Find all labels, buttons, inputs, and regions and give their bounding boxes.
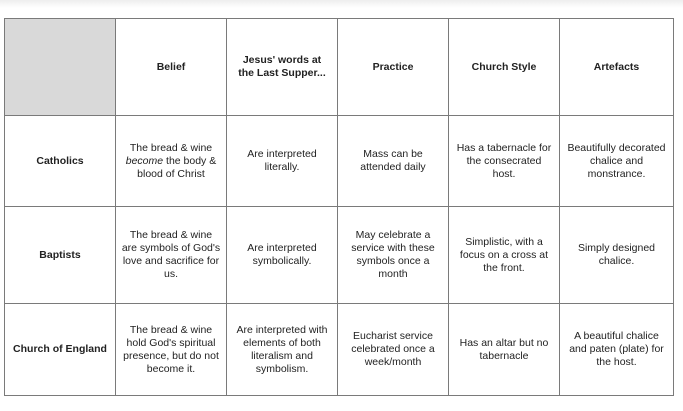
cell-style <box>449 116 560 207</box>
header-row <box>5 19 674 116</box>
cell-text: Has an altar but no tabernacle <box>459 336 549 362</box>
column-header-practice: Practice <box>338 19 449 116</box>
column-header-church-style: Church Style <box>449 19 560 116</box>
cell-text: Are interpreted with elements of both literalism and symbolism. <box>236 323 328 375</box>
cell-artefacts <box>560 304 674 396</box>
cell-belief <box>116 304 227 396</box>
comparison-table <box>4 18 674 396</box>
cell-text: May celebrate a service with these symbols once a month <box>351 229 435 280</box>
cell-style <box>449 207 560 304</box>
cell-text <box>125 142 217 181</box>
cell-text: The bread & wine are symbols of God's love and sacrifice for us. <box>121 229 221 280</box>
column-header-artefacts: Artefacts <box>560 19 674 116</box>
table-row-church-of-england <box>5 304 674 396</box>
emphasized-text: become <box>125 154 164 167</box>
cell-text: Eucharist service celebrated once a week/month <box>351 330 435 368</box>
cell-text: Are interpreted literally. <box>247 148 317 173</box>
top-shadow <box>0 0 683 8</box>
cell-text: Are interpreted symbolically. <box>247 242 317 267</box>
cell-artefacts <box>560 116 674 207</box>
corner-cell <box>5 19 116 116</box>
cell-belief <box>116 116 227 207</box>
cell-text: Simplistic, with a focus on a cross at the front. <box>459 235 549 274</box>
table-row-baptists <box>5 207 674 304</box>
cell-text: Has a tabernacle for the consecrated host. <box>456 141 552 180</box>
cell-text: Beautifully decorated chalice and monstrance. <box>567 141 666 180</box>
cell-practice <box>338 116 449 207</box>
row-header-church-of-england: Church of England <box>5 304 116 396</box>
cell-text: Simply designed chalice. <box>577 242 656 267</box>
column-header-jesus-words <box>227 19 338 116</box>
cell-belief <box>116 207 227 304</box>
cell-artefacts <box>560 207 674 304</box>
cell-text: Mass can be attended daily <box>360 148 426 173</box>
cell-text: A beautiful chalice and paten (plate) for the host. <box>569 330 664 368</box>
cell-words <box>227 304 338 396</box>
cell-style <box>449 304 560 396</box>
row-header-baptists: Baptists <box>5 207 116 304</box>
row-header-catholics: Catholics <box>5 116 116 207</box>
cell-words <box>227 116 338 207</box>
text-fragment: The bread & wine <box>129 141 213 154</box>
text-fragment: the body & blood of Christ <box>137 154 217 180</box>
column-header-label: Jesus' words at the Last Supper... <box>238 54 326 79</box>
table-row-catholics <box>5 116 674 207</box>
cell-practice <box>338 207 449 304</box>
cell-text: The bread & wine hold God's spiritual presence, but do not become it. <box>123 323 219 375</box>
cell-practice <box>338 304 449 396</box>
cell-words <box>227 207 338 304</box>
column-header-belief: Belief <box>116 19 227 116</box>
